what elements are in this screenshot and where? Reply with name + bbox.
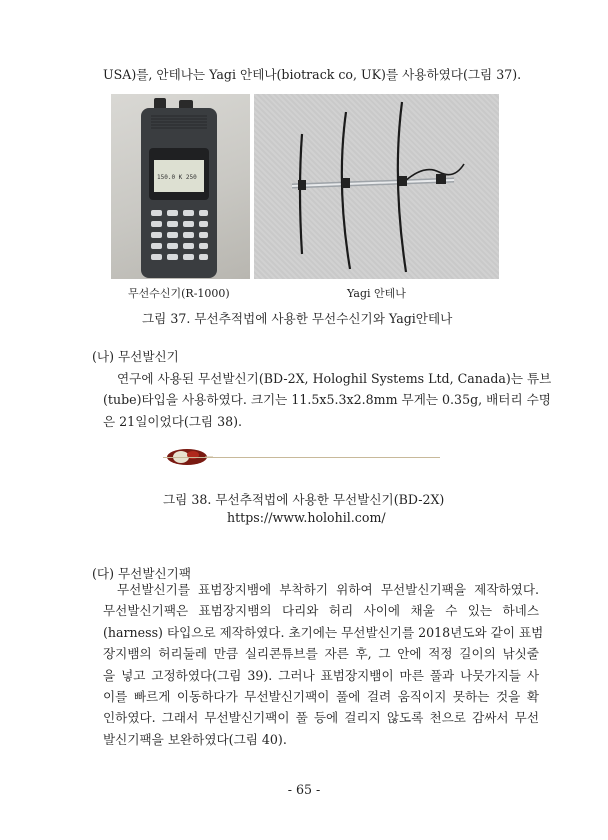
paragraph-line: 이를 빠르게 이동하다가 무선발신기팩이 풀에 걸려 움직이지 못하는 것을 확: [103, 689, 539, 705]
section-da-paragraph: [103, 579, 544, 750]
section-na-heading: (나) 무선발신기: [92, 349, 179, 364]
paragraph-line: 장지뱀의 허리둘레 만큼 실리콘튜브를 자른 후, 그 안에 적정 길이의 낚싯줄: [103, 646, 539, 662]
antenna-photo: [254, 94, 499, 279]
page-number: - 65 -: [287, 782, 321, 797]
figure-38-url: https://www.holohil.com/: [227, 510, 386, 525]
paragraph-line: 인하였다. 그래서 무선발신기팩이 풀 등에 걸리지 않도록 천으로 감싸서 무선: [103, 710, 539, 726]
paragraph-line: 을 넣고 고정하였다(그림 39). 그러나 표범장지뱀이 마른 풀과 나뭇가지들 사: [103, 667, 539, 683]
section-na-paragraph: [103, 368, 552, 432]
paragraph-line: (harness) 타입으로 제작하였다. 초기에는 무선발신기를 2018년도와 같이 표범: [103, 624, 544, 640]
paragraph-line: 은 21일이었다(그림 38).: [103, 413, 243, 429]
paragraph-line: 연구에 사용된 무선발신기(BD-2X, Hologhil Systems Ltd, Canada)는 튜브: [117, 371, 552, 386]
figure-37-caption: 그림 37. 무선추적법에 사용한 무선수신기와 Yagi안테나: [142, 311, 453, 326]
paragraph-line: (tube)타입을 사용하였다. 크기는 11.5x5.3x2.8mm 무게는 0.35g, 배터리 수명: [103, 392, 551, 408]
receiver-photo: [111, 94, 250, 279]
paragraph-line: 발신기팩을 보완하였다(그림 40).: [103, 731, 287, 747]
section-da-heading: (다) 무선발신기팩: [92, 566, 191, 581]
transmitter-antenna-wire: [163, 457, 440, 458]
paragraph-line: 무선발신기를 표범장지뱀에 부착하기 위하여 무선발신기팩을 제작하였다.: [117, 582, 539, 597]
intro-line: USA)를, 안테나는 Yagi 안테나(biotrack co, UK)를 사용하였다(그림 37).: [103, 67, 522, 82]
figure-38-caption: 그림 38. 무선추적법에 사용한 무선발신기(BD-2X): [163, 492, 445, 507]
antenna-label: Yagi 안테나: [347, 287, 406, 300]
paragraph-line: 무선발신기팩은 표범장지뱀의 다리와 허리 사이에 채울 수 있는 하네스: [103, 603, 539, 619]
radio-receiver-image: [111, 94, 250, 279]
receiver-label: 무선수신기(R-1000): [128, 287, 230, 300]
radio-screen-text: 150.0 K 250: [157, 174, 197, 181]
yagi-antenna-image: [254, 94, 499, 279]
